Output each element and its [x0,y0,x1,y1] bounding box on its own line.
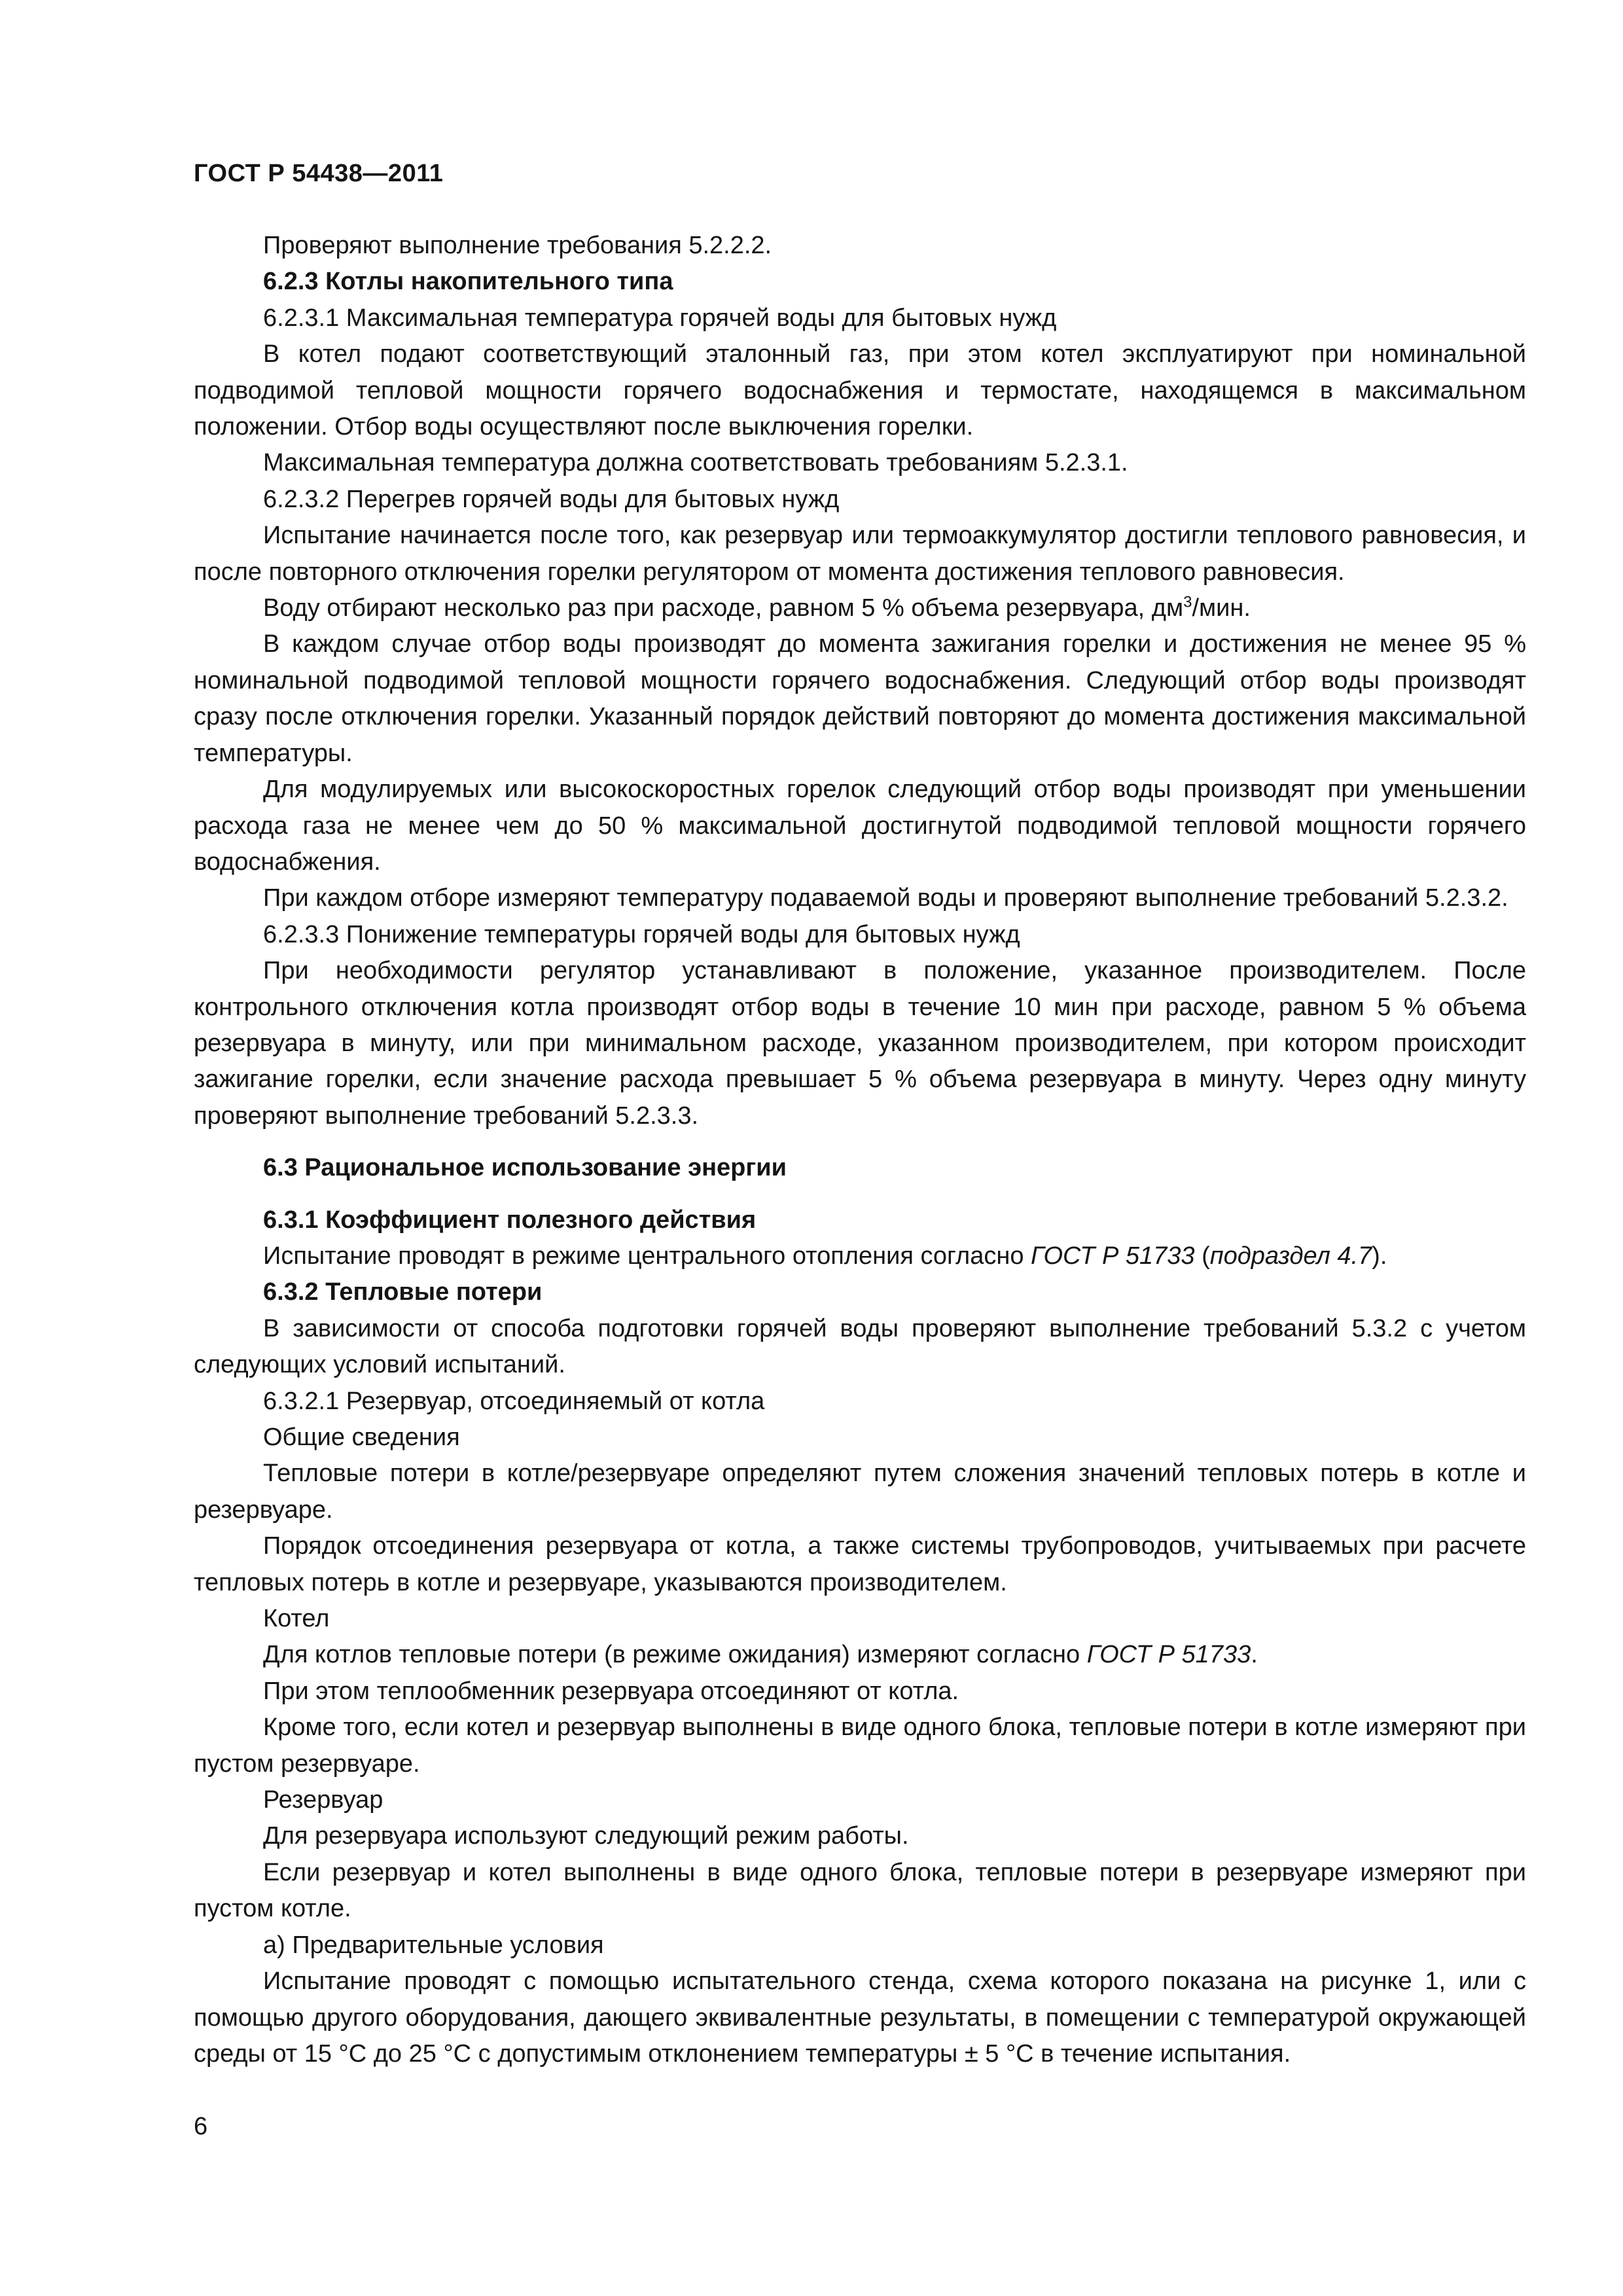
page-number: 6 [194,2113,208,2140]
subsection-heading: 6.2.3.3 Понижение температуры горячей воды для бытовых нужд [263,920,1020,948]
paragraph: Порядок отсоединения резервуара от котла, а также системы трубопроводов, учитываемых при расчете тепловых потерь в котле и резервуаре, указываются производителем. [194,1532,1526,1596]
page-body [194,228,1526,2072]
paragraph: Тепловые потери в котле/резервуаре определяют путем сложения значений тепловых потерь в котле и резервуаре. [194,1460,1526,1524]
paragraph [194,1637,1526,1673]
section-heading: 6.3.1 Коэффициент полезного действия [263,1206,757,1234]
paragraph: Кроме того, если котел и резервуар выполнены в виде одного блока, тепловые потери в котле измеряют при пустом резервуаре. [194,1713,1526,1778]
text-run: . [1251,1641,1258,1669]
paragraph: Для резервуара используют следующий режим работы. [263,1822,909,1850]
paragraph: В зависимости от способа подготовки горячей воды проверяют выполнение требований 5.3.2 с учетом следующих условий испытаний. [194,1314,1526,1379]
paragraph: При необходимости регулятор устанавливают в положение, указанное производителем. После контрольного отключения котла производят отбор воды в течение 10 мин при расходе, равном 5 % объема резервуара в минуту, или при минимальном расходе, указанном производителем, при котором происходит зажигание горелки, если значение расхода превышает 5 % объема резервуара в минуту. Через одну минуту проверяют выполнение требований 5.2.3.3. [194,957,1526,1130]
paragraph: Общие сведения [263,1424,460,1451]
standard-reference: ГОСТ Р 51733 [1086,1641,1251,1669]
subsection-heading: 6.2.3.1 Максимальная температура горячей воды для бытовых нужд [263,304,1057,332]
text-run: ( [1194,1242,1210,1270]
standard-reference: ГОСТ Р 51733 [1031,1242,1195,1270]
paragraph: При этом теплообменник резервуара отсоединяют от котла. [263,1677,959,1705]
text-run: Для котлов тепловые потери (в режиме ожидания) измеряют согласно [263,1641,1087,1669]
document-designation: ГОСТ Р 54438—2011 [194,160,444,187]
subsection-heading: 6.3.2.1 Резервуар, отсоединяемый от котла [263,1387,765,1415]
paragraph: Котел [263,1605,330,1633]
section-heading: 6.2.3 Котлы накопительного типа [263,268,673,296]
text-run: ). [1372,1242,1387,1270]
subsection-reference: подраздел 4.7 [1209,1242,1372,1270]
paragraph: Испытание проводят с помощью испытательного стенда, схема которого показана на рисунке 1, или с помощью другого оборудования, дающего эквивалентные результаты, в помещении с температурой окружающей среды от 15 °C до 25 °C с допустимым отклонением температуры ± 5 °C в течение испытания. [194,1967,1526,2068]
paragraph: Резервуар [263,1786,383,1814]
text-run: /мин. [1192,594,1251,622]
section-heading: 6.3.2 Тепловые потери [263,1278,543,1306]
paragraph: Проверяют выполнение требования 5.2.2.2. [263,232,772,259]
section-heading: 6.3 Рациональное использование энергии [263,1154,787,1182]
paragraph: При каждом отборе измеряют температуру подаваемой воды и проверяют выполнение требований 5.2.3.2. [263,884,1508,912]
paragraph: а) Предварительные условия [263,1931,604,1959]
paragraph: В котел подают соответствующий эталонный газ, при этом котел эксплуатируют при номинальной подводимой тепловой мощности горячего водоснабжения и термостате, находящемся в максимальном положении. Отбор воды осуществляют после выключения горелки. [194,340,1526,441]
subsection-heading: 6.2.3.2 Перегрев горячей воды для бытовых нужд [263,485,840,513]
superscript: 3 [1183,593,1192,611]
paragraph: В каждом случае отбор воды производят до момента зажигания горелки и достижения не менее 95 % номинальной подводимой тепловой мощности горячего водоснабжения. Следующий отбор воды производят сразу после отключения горелки. Указанный порядок действий повторяют до момента достижения максимальной температуры. [194,630,1526,767]
paragraph [194,590,1526,626]
paragraph: Если резервуар и котел выполнены в виде одного блока, тепловые потери в резервуаре измеряют при пустом котле. [194,1858,1526,1923]
text-run: Испытание проводят в режиме центрального отопления согласно [263,1242,1031,1270]
paragraph [194,1238,1526,1274]
text-run: Воду отбирают несколько раз при расходе, равном 5 % объема резервуара, дм [263,594,1184,622]
paragraph: Испытание начинается после того, как резервуар или термоаккумулятор достигли теплового равновесия, и после повторного отключения горелки регулятором от момента достижения теплового равновесия. [194,522,1526,586]
paragraph: Для модулируемых или высокоскоростных горелок следующий отбор воды производят при уменьшении расхода газа не менее чем до 50 % максимальной достигнутой подводимой тепловой мощности горячего водоснабжения. [194,776,1526,876]
paragraph: Максимальная температура должна соответствовать требованиям 5.2.3.1. [263,449,1128,477]
